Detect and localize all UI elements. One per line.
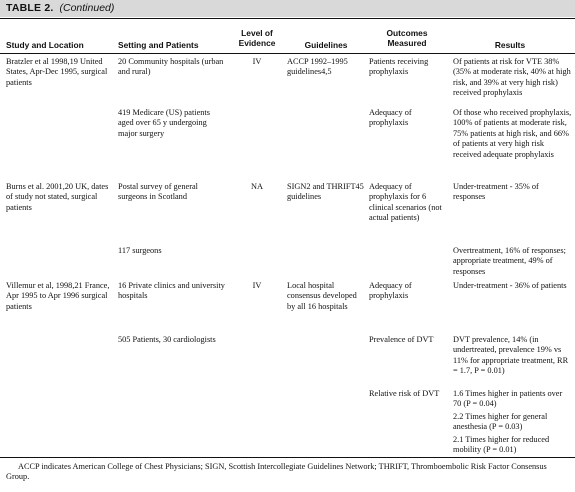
cell-outcomes: Adequacy of prophylaxis [369,108,412,128]
col-header-setting: Setting and Patients [118,40,199,50]
cell-setting: 117 surgeons [118,246,162,255]
cell-results: Under-treatment - 35% of responses [453,182,539,202]
rule-header [0,53,575,54]
rule-top [0,18,575,19]
cell-evidence: IV [252,57,262,66]
cell-study: Burns et al. 2001,20 UK, dates of study not stated, surgical patients [6,182,109,212]
cell-results: Overtreatment, 16% of responses; appropriate treatment, 49% of responses [453,246,566,276]
cell-results: Of those who received prophylaxis, 100% of patients at moderate risk, 75% patients at high risk, and 66% of patients at very high risk received adequate prophylaxis [453,108,572,159]
cell-evidence: NA [251,182,263,191]
cell-results: 2.2 Times higher for general anesthesia (P = 0.03) [453,412,548,432]
cell-outcomes: Patients receiving prophylaxis [369,57,429,77]
cell-setting: 505 Patients, 30 cardiologists [118,335,216,344]
col-header-guidelines: Guidelines [304,40,348,50]
cell-outcomes: Adequacy of prophylaxis [369,281,412,301]
table-title [6,2,114,15]
cell-results: 2.1 Times higher for reduced mobility (P = 0.01) [453,435,550,455]
cell-outcomes: Prevalence of DVT [369,335,434,344]
table-continued-note: (Continued) [59,2,115,14]
cell-setting: Postal survey of general surgeons in Scotland [118,182,198,202]
cell-study: Villemur et al, 1998,21 France, Apr 1995 to Apr 1996 surgical patients [6,281,110,311]
cell-results: 1.6 Times higher in patients over 70 (P = 0.04) [453,389,563,409]
cell-guidelines: Local hospital consensus developed by all 16 hospitals [287,281,357,311]
cell-outcomes: Adequacy of prophylaxis for 6 clinical scenarios (not actual patients) [369,182,442,223]
rule-bottom [0,457,575,458]
col-header-results: Results [494,40,526,50]
cell-setting: 20 Community hospitals (urban and rural) [118,57,224,77]
cell-setting: 419 Medicare (US) patients aged over 65 y undergoing major surgery [118,108,210,138]
col-header-study: Study and Location [6,40,84,50]
cell-results: Of patients at risk for VTE 38% (35% at moderate risk, 40% at high risk, and 39% at very high risk) received prophylaxis [453,57,571,98]
cell-guidelines: ACCP 1992–1995 guidelines4,5 [287,57,348,77]
cell-results: DVT prevalence, 14% (in undertreated, prevalence 19% vs 11% for appropriate treatment, RR = 1.7, P = 0.01) [453,335,569,376]
col-header-evidence: Level of Evidence [238,28,276,48]
col-header-outcomes: Outcomes Measured [386,28,428,48]
table-label: TABLE 2. [6,2,54,14]
table-footnote: ACCP indicates American College of Chest Physicians; SIGN, Scottish Intercollegiate Guidelines Network; THRIFT, Thromboembolic Risk Factor Consensus Group. [6,462,547,482]
cell-setting: 16 Private clinics and university hospitals [118,281,225,301]
cell-results: Under-treatment - 36% of patients [453,281,567,290]
cell-study: Bratzler et al 1998,19 United States, Apr-Dec 1995, surgical patients [6,57,108,87]
cell-outcomes: Relative risk of DVT [369,389,440,398]
cell-guidelines: SIGN2 and THRIFT45 guidelines [287,182,364,202]
cell-evidence: IV [252,281,262,290]
